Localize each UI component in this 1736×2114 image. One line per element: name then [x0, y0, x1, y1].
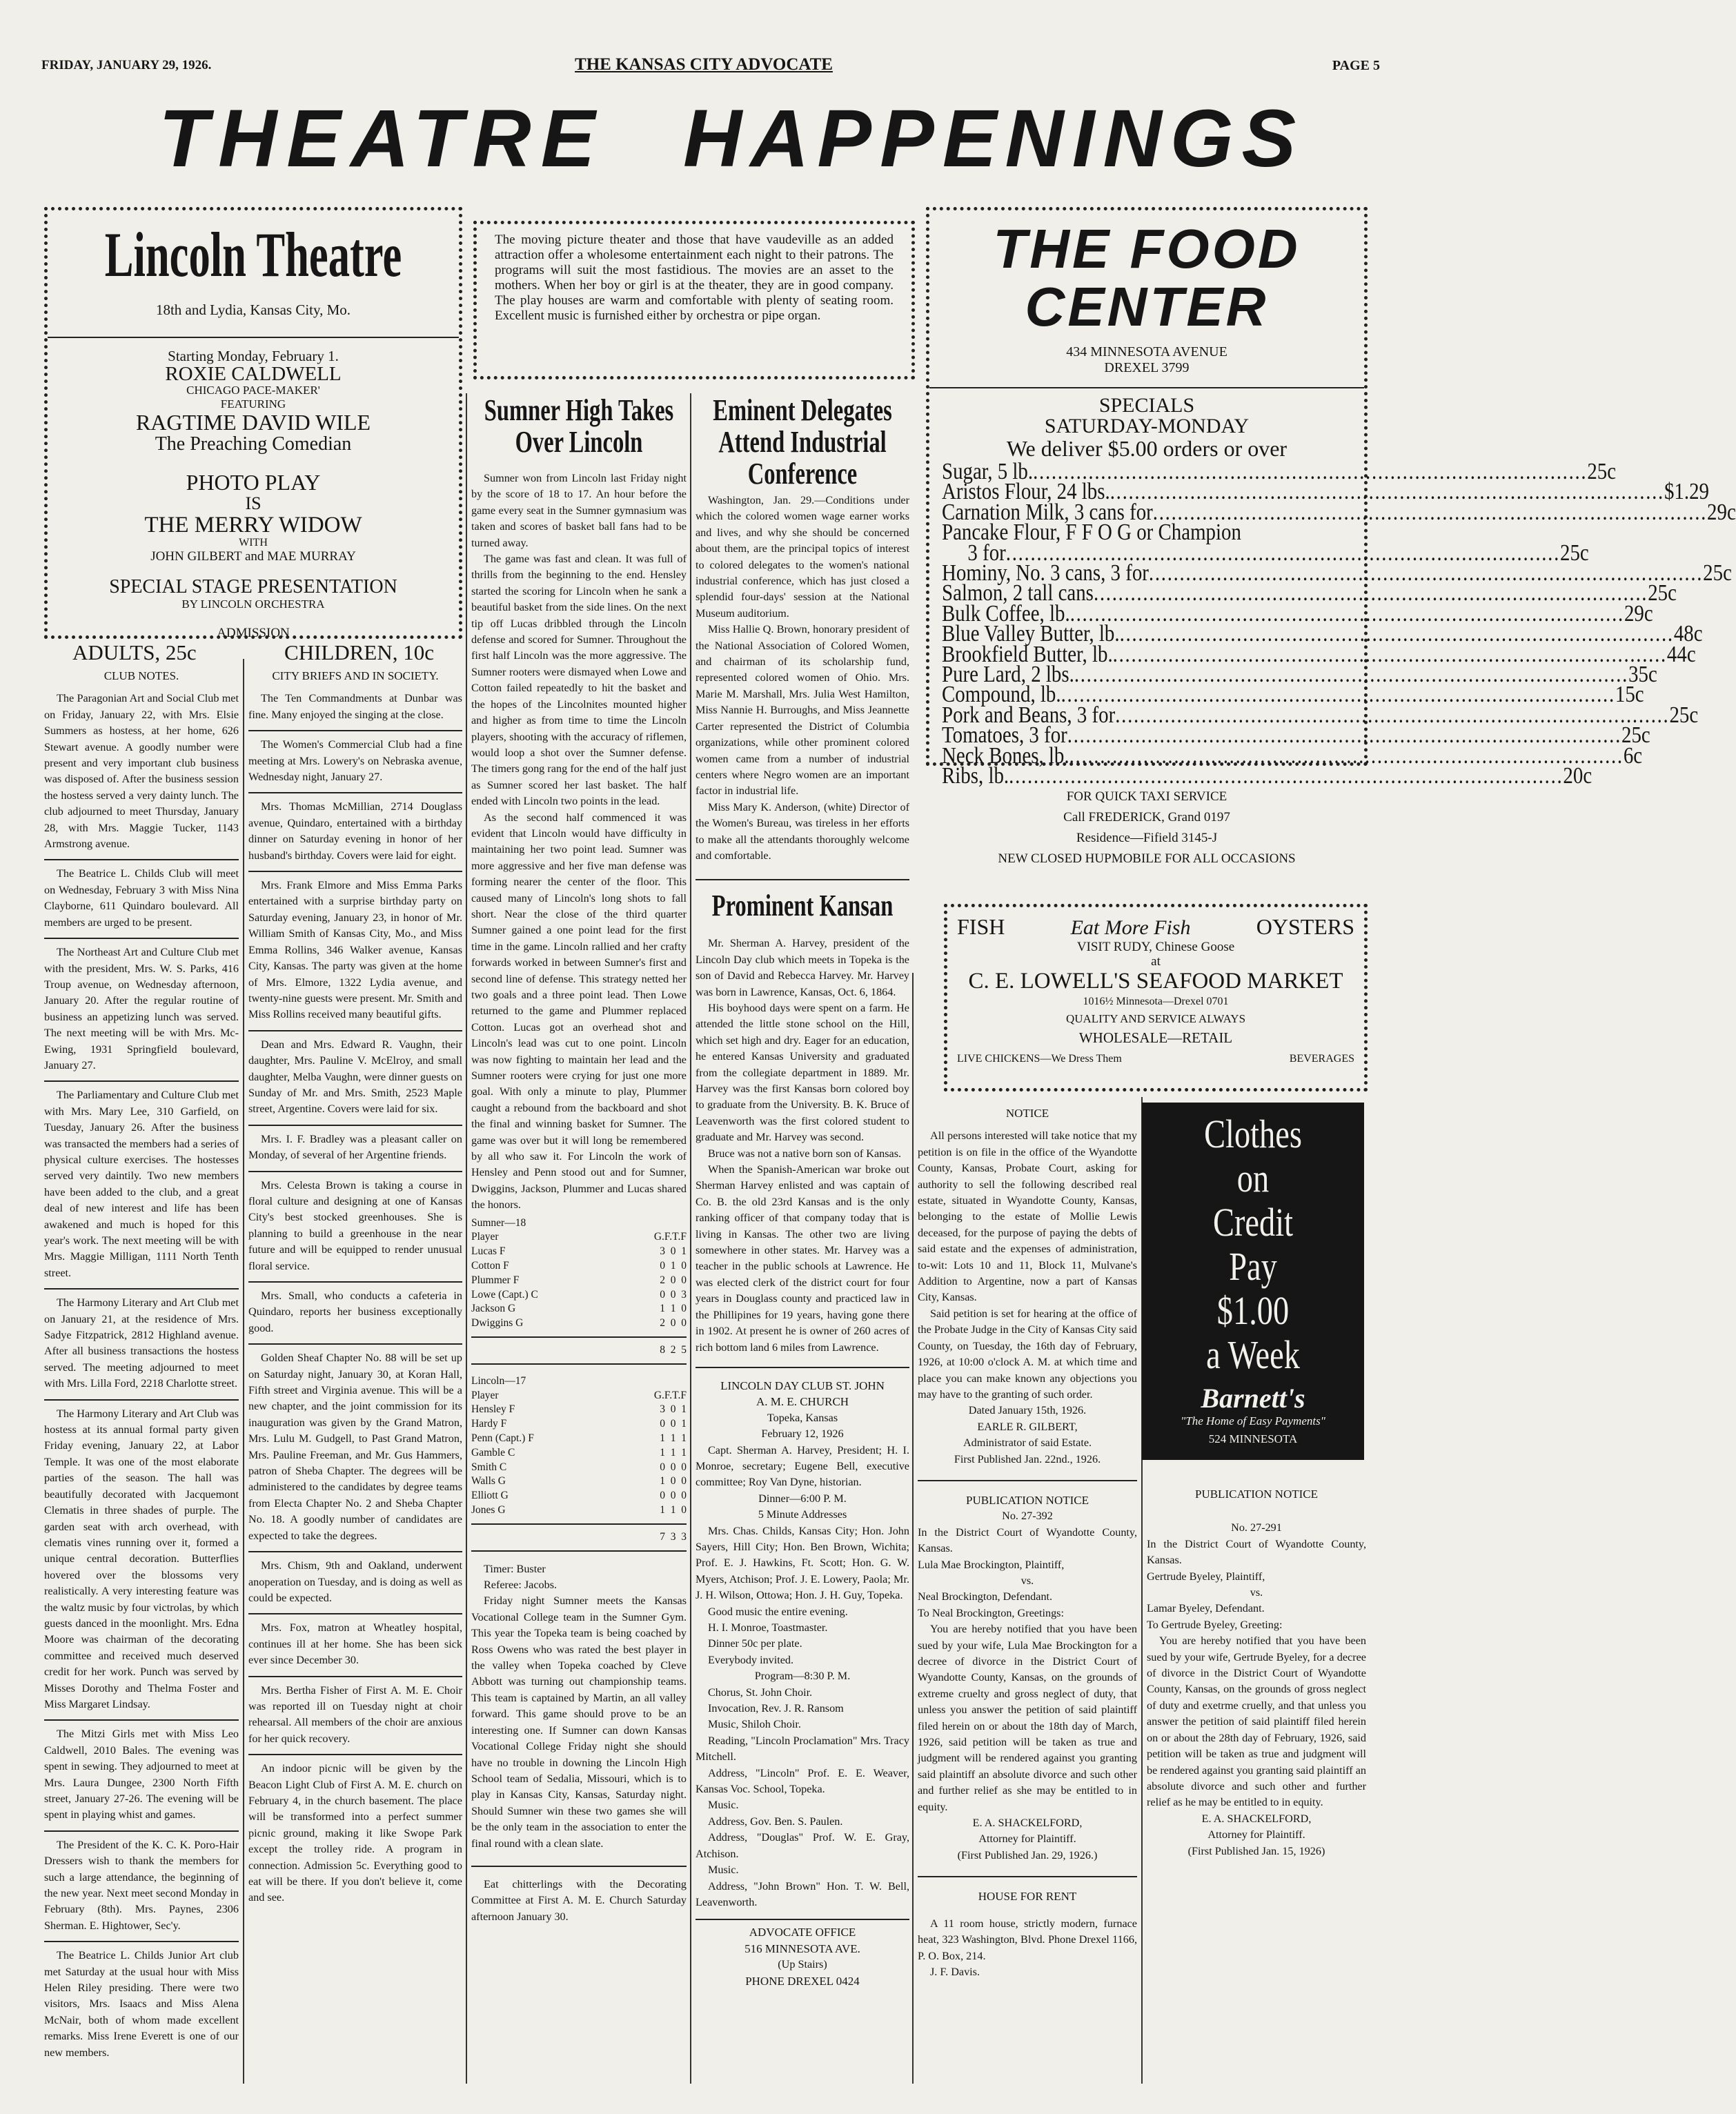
act-two-sub: The Preaching Comedian: [155, 433, 352, 455]
notice-para: All persons interested will take notice that my petition is on file in the office of the Wyandotte County, Kansas, Probate Court, asking for authority to sell the following described real estate, situated in Wyandotte County, Kansas, belonging to the estate of Mollie Lewis deceased, for the purpose of paying the debts of said estate and the expenses of administration, to-wit: Lots 10 and 11, Block 11, Mulvane's Addition to Argentine, now a part of Kansas City, Kansas.: [918, 1129, 1137, 1304]
box-row: Lucas F 3 0 1: [471, 1245, 687, 1258]
delegates-headline-1: Eminent Delegates: [713, 393, 892, 427]
price-item: Pure Lard, 2 lbs. ..... 35c: [942, 664, 1353, 684]
lincoln-day-date: February 12, 1926: [761, 1428, 844, 1441]
pub1-vs: vs.: [1020, 1574, 1034, 1587]
brief: Mrs. Celesta Brown is taking a course in floral culture and designing at one of Kansas City's best stocked greenhouses. She is planning to build a greenhouse in the near future and will be equipped to render unusual floral service.: [248, 1178, 462, 1272]
barnetts-logo: Barnett's: [1201, 1383, 1305, 1414]
notice-para: Said petition is set for hearing at the office of the Probate Judge in the City of Kansas City said County, on Tuesday, the 16th day of February, 1926, at 10:00 o'clock A. M. at which time and place you can make known any objections you may have to the granting of such order.: [918, 1307, 1137, 1401]
box-row: Cotton F 0 1 0: [471, 1260, 687, 1272]
specials-days: SATURDAY-MONDAY: [1044, 415, 1250, 437]
box-row: Jones G 1 1 0: [471, 1504, 687, 1517]
lincoln-day-para: Good music the entire evening.: [708, 1605, 848, 1618]
seafood-fish: FISH: [957, 914, 1005, 939]
intro-box: [473, 221, 915, 379]
pub2-greeting: To Gertrude Byeley, Greeting:: [1147, 1618, 1283, 1631]
food-center-title-1: THE FOOD: [993, 218, 1301, 279]
program-item: Address, Gov. Ben. S. Paulen.: [708, 1815, 843, 1828]
box-header-player: Player: [471, 1231, 499, 1243]
taxi-residence: Residence—Fifield 3145-J: [1076, 831, 1218, 845]
notice-dated: Dated January 15th, 1926.: [968, 1404, 1087, 1417]
food-center-phone: DREXEL 3799: [1104, 360, 1190, 375]
pub2-plaintiff: Gertrude Byeley, Plaintiff,: [1147, 1570, 1265, 1583]
barnetts-tagline: "The Home of Easy Payments": [1181, 1414, 1325, 1428]
lincoln-team: Lincoln—17: [471, 1374, 526, 1387]
club-note: The Paragonian Art and Social Club met on Friday, January 22, with Mrs. Elsie Summers as hostess, at her home, 626 Stewart avenue. A goodly number were present and very important club business was disposed of. After the business session the hostess served a very dainty lunch. The club adjourned to meet Thursday, January 28, with Mrs. Maggie Tucker, 1143 Armstrong avenue.: [44, 692, 239, 851]
brief: Golden Sheaf Chapter No. 88 will be set up on Saturday night, January 30, at Koran Hall, Fifth street and Virginia avenue. This will be a new chapter, and the joint commission for its inauguration was given by the Grand Matron, Mrs. Lulu M. Gudgell, to Past Grand Matron, Mrs. Pauline Freeman, and Mr. Gus Hammers, patron of Sheba Chapter. The degrees will be administered to the candidates by degree teams from Electa Chapter No. 2 and Sheba Chapter No. 18. A goodly number of candidates are expected to take the degrees.: [248, 1352, 462, 1542]
rent-body: A 11 room house, strictly modern, furnace heat, 323 Washington, Blvd. Phone Drexel 1166, P. O. Box, 214.: [918, 1917, 1137, 1962]
price-item: Bulk Coffee, lb. ..... 29c: [942, 604, 1353, 624]
box-row: Hensley F 3 0 1: [471, 1403, 687, 1416]
pub2-body: You are hereby notified that you have been sued by your wife, Gertrude Byeley, for a decree of divorce in the District Court of Wyandotte County, Kansas, on the grounds of gross neglect of duty and exetrme cruelly, and that unless you answer the petition of said plaintiff filed herein on or about the 28th day of February, 1926, said petition will be taken as true and judgment will be rendered against you granting said plaintiff an absolute divorce and such other and further relief as he may be entitled to in equity.: [1147, 1634, 1366, 1809]
lincoln-theatre-address: 18th and Lydia, Kansas City, Mo.: [155, 302, 351, 318]
rule-1: [243, 659, 244, 2084]
club-note: The Harmony Literary and Art Club was hostess at its annual formal party given Friday evening, January 22, at Labor Temple. It was one of the most elaborate parties of the season. The hall was beautifully decorated with Jacquemont Clematis in three shades of purple. The garden seat with arch overhead, with clematis vines running over it, formed a unique central decoration. Butterflies hovered over the blossoms very realistically. A very interesting feature was the waltz music by four victrolas, by which guests danced in the moonlight. Mrs. Edna Moore was chairman of the decorating committee and received much deserved credit for her work. Punch was served by Misses Dorothy and Thelma Foster and Miss Margaret Lindsay.: [44, 1407, 239, 1710]
intro-text: The moving picture theater and those that have vaudeville as an added attraction offer a wholesome entertainment each night to their patrons. The programs will suit the most fastidious. The movies are an asset to the mothers. When her boy or girl is at the theater, they are in good company. The play houses are warm and comfortable with plenty of seating room. Excellent music is furnished either by orchestra or pipe organ.: [495, 233, 894, 323]
box-row: Plummer F 2 0 0: [471, 1274, 687, 1286]
pub1-defendant: Neal Brockington, Defendant.: [918, 1590, 1053, 1603]
lincoln-day-para: H. I. Monroe, Toastmaster.: [708, 1621, 828, 1634]
delegates-column: [696, 395, 909, 2078]
sumner-team: Sumner—18: [471, 1216, 526, 1229]
delegates-headline-2: Attend Industrial: [718, 425, 887, 459]
price-item: Compound, lb. ..... 15c: [942, 684, 1353, 704]
club-note: The Beatrice L. Childs Club will meet on Wednesday, February 3 with Miss Nina Clayborne, 611 Quindaro boulevard. All members are urged to be present.: [44, 867, 239, 929]
box-row: Penn (Capt.) F 1 1 1: [471, 1432, 687, 1445]
notice-role: Administrator of said Estate.: [963, 1436, 1092, 1450]
barnetts-address: 524 MINNESOTA: [1208, 1432, 1298, 1445]
headliner-sub: CHICAGO PACE-MAKER': [186, 384, 320, 397]
box-row: Elliott G 0 0 0: [471, 1490, 687, 1502]
seafood-name: C. E. LOWELL'S SEAFOOD MARKET: [968, 969, 1343, 994]
pub2-number: No. 27-291: [1231, 1521, 1282, 1534]
sumner-headline-2: Over Lincoln: [515, 425, 643, 459]
price-item: Ribs, lb. ..... 20c: [942, 766, 1353, 786]
club-note: The Northeast Art and Culture Club met with the president, Mrs. W. S. Parks, 416 Troup avenue, on Wednesday afternoon, January 20. After the regular routine of business an appetizing lunch was served. The next meeting will be with Mrs. Mc-Ewing, 1931 Springfield boulevard, January 27.: [44, 946, 239, 1071]
seafood-address: 1016½ Minnesota—Drexel 0701: [1083, 996, 1229, 1007]
lincoln-day-head-2: A. M. E. CHURCH: [756, 1395, 849, 1409]
pub2-heading: PUBLICATION NOTICE: [1194, 1488, 1319, 1501]
advocate-upstairs: (Up Stairs): [778, 1958, 827, 1971]
price-item: Tomatoes, 3 for ..... 25c: [942, 725, 1353, 745]
masthead-date: FRIDAY, JANUARY 29, 1926.: [41, 58, 212, 72]
notice-name: EARLE R. GILBERT,: [977, 1420, 1078, 1433]
referee: Referee: Jacobs.: [484, 1579, 558, 1592]
pub1-heading: PUBLICATION NOTICE: [965, 1493, 1089, 1507]
prominent-headline: Prominent Kansan: [711, 889, 894, 923]
lincoln-day-place: Topeka, Kansas: [767, 1411, 838, 1424]
rule-2: [466, 393, 467, 2084]
photo-stars: JOHN GILBERT and MAE MURRAY: [150, 549, 356, 564]
seafood-visit: VISIT RUDY, Chinese Goose: [1076, 940, 1235, 954]
food-center-title-2: CENTER: [1025, 276, 1269, 337]
food-center-ad: [926, 207, 1736, 789]
featuring: FEATURING: [220, 397, 286, 411]
prominent-para: Mr. Sherman A. Harvey, president of the Lincoln Day club which meets in Topeka is the son of David and Rebecca Harvey. Mr. Harvey was born in Lawrence, Kansas, Oct. 6, 1864.: [696, 937, 909, 998]
price-item: Salmon, 2 tall cans ..... 25c: [942, 583, 1353, 603]
pub2-attorney: E. A. SHACKELFORD,: [1201, 1812, 1312, 1825]
adults-price: ADULTS, 25c: [72, 640, 197, 664]
lincoln-day-para: Everybody invited.: [708, 1653, 794, 1666]
lincoln-total: 7 3 3: [660, 1530, 687, 1543]
brief: The Ten Commandments at Dunbar was fine. Many enjoyed the singing at the close.: [248, 692, 462, 721]
price-item: 3 for ..... 25c: [942, 543, 1379, 563]
program-item: Chorus, St. John Choir.: [708, 1686, 813, 1699]
brief: Mrs. Chism, 9th and Oakland, underwent anoperation on Tuesday, and is doing as well as could be expected.: [248, 1559, 462, 1604]
lincoln-theatre-title: Lincoln Theatre: [104, 219, 402, 290]
admission: ADMISSION: [217, 626, 290, 640]
brief: An indoor picnic will be given by the Beacon Light Club of First A. M. E. church on February 4, in the church basement. The place will be transformed into a perfect summer picnic ground, making it like Swope Park except the trolley ride. A program in connection. Admission 5c. Everything good to eat will be there. If you don't believe it, come and see.: [248, 1762, 462, 1904]
taxi-call: Call FREDERICK, Grand 0197: [1063, 810, 1230, 824]
club-notes-heading: CLUB NOTES.: [103, 669, 179, 682]
barnetts-ad: [1142, 1103, 1364, 1460]
sumner-headline-1: Sumner High Takes: [484, 393, 674, 427]
club-note: The Beatrice L. Childs Junior Art club met Saturday at the usual hour with Miss Helen Riley presiding. There were two visitors, Mrs. Isaacs and Miss Alena McNair, both of whom made excellent remarks. Miss Irene Everett is one of our new members.: [44, 1949, 239, 2059]
advocate-phone: PHONE DREXEL 0424: [745, 1974, 860, 1988]
pub1-body: You are hereby notified that you have been sued by your wife, Lula Mae Brockington for a decree of divorce in the District Court of Wyandotte County, Kansas, on the grounds of extreme cruelty and gross neglect of duty, that unless you answer the petition of said plaintiff filed herein on or about the 18th day of March, 1926, said petition will be taken as true and judgment will be rendered against you granting said plaintiff an absolute divorce and such other and further relief as she may be entitled to in equity.: [918, 1623, 1137, 1813]
price-item: Neck Bones, lb. ..... 6c: [942, 746, 1353, 766]
delegates-headline-3: Conference: [747, 457, 858, 491]
brief: Mrs. I. F. Bradley was a pleasant caller on Monday, of several of her Argentine friends.: [248, 1132, 462, 1162]
pub2-court: In the District Court of Wyandotte County, Kansas.: [1147, 1537, 1366, 1567]
seafood-beverages: BEVERAGES: [1289, 1053, 1354, 1065]
brief: Mrs. Bertha Fisher of First A. M. E. Choir was reported ill on Tuesday night at choir rehearsal. All members of the choir are anxious for her quick recovery.: [248, 1683, 462, 1745]
seafood-at: at: [1151, 954, 1161, 969]
price-item: Pancake Flour, F F O G or Champion: [942, 520, 1241, 546]
sumner-para: Sumner won from Lincoln last Friday night by the score of 18 to 17. An hour before the game every seat in the Sumner gymnasium was taken and scores of basket ball fans had to be turned away.: [471, 472, 687, 549]
sumner-total: 8 2 5: [660, 1344, 687, 1356]
box-row: Gamble C 1 1 1: [471, 1446, 687, 1459]
lincoln-theatre-ad: [44, 207, 462, 664]
special-stage: SPECIAL STAGE PRESENTATION: [109, 576, 397, 597]
price-item: Aristos Flour, 24 lbs. ..... $1.29: [942, 482, 1353, 502]
pub2-published: (First Published Jan. 15, 1926): [1187, 1844, 1325, 1857]
brief: Mrs. Small, who conducts a cafeteria in Quindaro, reports her business exceptionally good.: [248, 1290, 462, 1334]
taxi-head: FOR QUICK TAXI SERVICE: [1066, 789, 1227, 804]
seafood-eat: Eat More Fish: [1070, 916, 1191, 939]
lincoln-day-program: Program—8:30 P. M.: [754, 1670, 851, 1683]
notices-column: [918, 1105, 1137, 2078]
sumner-para: As the second half commenced it was evident that Lincoln would have difficulty in maintaining her two point lead. Sumner was more aggressive and her five man defense was forming nearer the center of the floor. This caused many of Lincoln's long shots to fall short. Near the close of the third quarter Sumner gained a one point lead for the first time in the game. Lincoln rallied and her crafty forwards worked in between Sumner's first and second line of defense. This strategy netted her two goals and a three point lead. Then Lowe returned to the game and Plummer replaced Cotton. Lucas got an overhead shot and Lincoln's lead was cut to one point. Lincoln was now fighting to maintain her lead and the Sumner rooters were crying for just one more goal. With only a minute to play, Plummer caught a rebound from the backboard and shot the final and winning basket for Sumner. The game was over but it will long be remembered by all who saw it. For Lincoln the work of Hensley and Penn stood out and for Sumner, Dwiggins, Jackson, Plummer and Lucas shared the honors.: [471, 811, 687, 1212]
seafood-quality: QUALITY AND SERVICE ALWAYS: [1065, 1012, 1246, 1025]
box-row: Walls G 1 0 0: [471, 1475, 687, 1488]
box-header-player: Player: [471, 1389, 499, 1401]
city-briefs-column: [248, 664, 462, 2078]
pub2-role: Attorney for Plaintiff.: [1207, 1828, 1305, 1841]
orchestra: BY LINCOLN ORCHESTRA: [181, 597, 325, 611]
pub1-attorney: E. A. SHACKELFORD,: [972, 1817, 1083, 1830]
price-item: Carnation Milk, 3 cans for ..... 29c: [942, 502, 1353, 522]
sumner-para: The game was fast and clean. It was full of thrills from the beginning to the end. Hensley started the scoring for Lincoln when he sank a beautiful basket from the side lines. On the next tip off Lucas dribbled through the Lincoln defense and scored for Sumner. Throughout the first half Lincoln was the more aggressive. The Sumner rooters were dismayed when Lowe and Cotton failed repeatedly to hit the basket and the hopes of the Lincolnites mounted higher and higher as from time to time the Lincoln players, shooting with the accuracy of riflemen, would loop a shot over the Sumner defense. The timers gong rang for the end of the half just as Sumner scored her last basket. The half ended with Lincoln two points in the lead.: [471, 553, 687, 808]
food-center-address: 434 MINNESOTA AVENUE: [1066, 344, 1227, 359]
rule-4: [912, 973, 914, 2084]
advocate-address: 516 MINNESOTA AVE.: [744, 1942, 860, 1955]
price-list: [942, 459, 1736, 789]
rent-heading: HOUSE FOR RENT: [978, 1890, 1077, 1904]
lincoln-day-addresses: 5 Minute Addresses: [758, 1508, 847, 1521]
club-note: The Harmony Literary and Art Club met on January 21, at the residence of Mrs. Sadye Fitzpatrick, 2812 Highland avenue. After all business transactions the hostess served. The meeting adjourned to meet with Mrs. Lilla Ford, 2218 Charlotte street.: [44, 1296, 239, 1390]
pub2-defendant: Lamar Byeley, Defendant.: [1147, 1602, 1265, 1615]
taxi-ad: [926, 787, 1368, 883]
timer: Timer: Buster: [484, 1562, 546, 1575]
sumner-column: [471, 395, 687, 2078]
lincoln-day-para: Capt. Sherman A. Harvey, President; H. I. Monroe, secretary; Eugene Bell, executive committee; Roy Van Dyne, historian.: [696, 1443, 909, 1489]
photo-title: THE MERRY WIDOW: [144, 513, 362, 537]
delegates-para: Miss Mary K. Anderson, (white) Director of the Women's Bureau, was tireless in her efforts to make all the attendants thoroughly welcome and comfortable.: [696, 800, 909, 862]
starting-date: Starting Monday, February 1.: [168, 348, 339, 364]
children-price: CHILDREN, 10c: [284, 640, 434, 664]
prominent-para: When the Spanish-American war broke out Sherman Harvey enlisted and was captain of Co. B. the old 23rd Kansas and is the only ranking officer of that company today that is living in Kansas. The other two are living somewhere in other states. Mr. Harvey was a teacher in the public schools at Lawrence. He was elected clerk of the district court for four years in Douglass county and practiced law in the Phillipines for 19 years, having gone there in 1902. At present he is owner of 260 acres of rich bottom land 6 miles from Lawrence.: [696, 1163, 909, 1354]
notice-heading: NOTICE: [1005, 1107, 1049, 1120]
barnetts-on: on: [1236, 1156, 1270, 1201]
program-item: Address, "John Brown" Hon. T. W. Bell, Leavenworth.: [696, 1879, 909, 1908]
program-item: Address, "Douglas" Prof. W. E. Gray, Atchison.: [696, 1831, 909, 1860]
delegates-para: Washington, Jan. 29.—Conditions under which the colored women wage earner works and lives, and why she should be concerned about them, are the principal topics of interest to colored delegates to the women's national industrial conference, which has just closed a splendid four-days' session at the National Museum auditorium.: [696, 494, 909, 620]
prominent-para: Bruce was not a native born son of Kansas.: [708, 1147, 902, 1160]
sumner-after: Eat chitterlings with the Decorating Committee at First A. M. E. Church Saturday afternoon January 30.: [471, 1877, 687, 1923]
pub2-vs: vs.: [1250, 1586, 1263, 1599]
seafood-oysters: OYSTERS: [1256, 914, 1354, 939]
program-item: Invocation, Rev. J. R. Ransom: [708, 1702, 844, 1715]
price-item: Sugar, 5 lb. ..... 25c: [942, 462, 1353, 482]
box-header-stats: G.F.T.F: [653, 1389, 687, 1401]
club-note: The President of the K. C. K. Poro-Hair Dressers wish to thank the members for such a large attendance, the beginning of the new year. Next meet second Monday in February (8th). Mrs. Paynes, 2306 Sherman. E. Hightower, Sec'y.: [44, 1838, 239, 1932]
box-row: Dwiggins G 2 0 0: [471, 1317, 687, 1330]
taxi-car: NEW CLOSED HUPMOBILE FOR ALL OCCASIONS: [998, 851, 1296, 866]
price-item: Hominy, No. 3 cans, 3 for ..... 25c: [942, 563, 1353, 583]
club-note: The Parliamentary and Culture Club met with Mrs. Mary Lee, 310 Garfield, on Tuesday, January 26. After the business was transacted the members had a series of physical culture exercises. The hostesses served very daintily. Two new members have been added to the club, and a great deal of new interest and life has been awakened and much is hoped for this year's work. The next meeting will be with Mrs. Maggie Milligan, 1111 North Tenth street.: [44, 1089, 239, 1279]
barnetts-credit: Credit: [1213, 1200, 1293, 1245]
headliner: ROXIE CALDWELL: [165, 363, 342, 385]
box-row: Jackson G 1 1 0: [471, 1303, 687, 1315]
barnetts-clothes: Clothes: [1204, 1112, 1302, 1156]
specials: SPECIALS: [1098, 394, 1195, 417]
sumner-box-score: [471, 1216, 687, 1552]
program-item: Reading, "Lincoln Proclamation" Mrs. Tracy Mitchell.: [696, 1734, 909, 1764]
banner-theatre: THEATRE: [159, 93, 605, 184]
box-header-stats: G.F.T.F: [653, 1231, 687, 1243]
photo-play: PHOTO PLAY: [186, 470, 321, 495]
rule-3: [690, 393, 691, 2084]
notice-published: First Published Jan. 22nd., 1926.: [954, 1452, 1101, 1465]
photo-is: IS: [245, 493, 262, 513]
price-item: Blue Valley Butter, lb. ..... 48c: [942, 624, 1353, 644]
program-item: Address, "Lincoln" Prof. E. E. Weaver, Kansas Voc. School, Topeka.: [696, 1766, 909, 1796]
pub1-court: In the District Court of Wyandotte County, Kansas.: [918, 1525, 1137, 1555]
banner-happenings: HAPPENINGS: [683, 93, 1305, 184]
program-item: Music.: [708, 1799, 739, 1812]
club-note: The Mitzi Girls met with Miss Leo Caldwell, 2010 Bales. The evening was spent in sewing. They adjourned to meet at Mrs. Laura Dungee, 2300 North Fifth street, January 27-26. The evening will be spent in playing whist and games.: [44, 1728, 239, 1821]
brief: Mrs. Fox, matron at Wheatley hospital, continues ill at her home. She has been sick ever since December 30.: [248, 1621, 462, 1667]
seafood-ad: [944, 904, 1368, 1091]
act-two: RAGTIME DAVID WILE: [135, 410, 371, 435]
box-row: Lowe (Capt.) C 0 0 3: [471, 1288, 687, 1301]
seafood-live: LIVE CHICKENS—We Dress Them: [957, 1053, 1122, 1065]
price-item: Brookfield Butter, lb. ..... 44c: [942, 644, 1353, 664]
barnetts-price: $1.00: [1216, 1288, 1290, 1333]
rent-signature: J. F. Davis.: [930, 1965, 980, 1978]
price-item: Pork and Beans, 3 for ..... 25c: [942, 705, 1353, 725]
advocate-office: ADVOCATE OFFICE: [749, 1926, 856, 1939]
delegates-para: Miss Hallie Q. Brown, honorary president of the National Association of Colored Women, and chairman of its scholarship fund, represented colored women of Ohio. Mrs. Marie M. Marshall, Mrs. Julia West Hamilton, Miss Nannie H. Burroughs, and Miss Jeannette Carter represented the District of Columbia organizations, while other prominent colored women came from a number of industrial centers where Negro women are an important factor in industrial life.: [696, 623, 909, 798]
pub1-greeting: To Neal Brockington, Greetings:: [918, 1606, 1064, 1619]
program-item: Music.: [708, 1864, 739, 1877]
lincoln-day-dinner: Dinner—6:00 P. M.: [758, 1492, 847, 1505]
brief: Mrs. Frank Elmore and Miss Emma Parks entertained with a surprise birthday party on Saturday evening, January 23, in honor of Mr. William Smith of Kansas City, Mo., and Miss Emma Rollins, 346 Walker avenue, Kansas City, Kansas. The party was given at the home of Mrs. Elmore, 1322 Lydia avenue, and twenty-nine guests were present. Mr. Smith and Miss Rollins received many beautiful gifts.: [248, 879, 462, 1021]
sumner-after: Friday night Sumner meets the Kansas Vocational College team in the Sumner Gym. This year the Topeka team is being coached by Ross Owens who was rated the best player in the valley when Topeka coached by Cleve Abbott was turning out championship teams. This team is captained by Martin, an all valley forward. This game should prove to be an interesting one. If Sumner can down Kansas Vocational College Friday night she should have no trouble in downing the Lincoln High School team of Sedalia, Missouri, which is to play in Kansas City, Kansas, Saturday night. Should Sumner win these two games she will be the only team in the association to enter the final round with a clean slate.: [471, 1594, 687, 1850]
lincoln-day-para: Mrs. Chas. Childs, Kansas City; Hon. John Sayers, Hill City; Hon. Ben Brown, Wichita; Prof. E. J. Hawkins, Ft. Scott; Hon. G. W. Myers, Atchison; Prof. J. E. Lowery, Paola; Mr. J. H. Wilson, Ottowa; Hon. J. H. Guy, Topeka.: [696, 1524, 909, 1602]
pub2-column: [1147, 1481, 1366, 2078]
city-briefs-heading: CITY BRIEFS AND IN SOCIETY.: [272, 669, 439, 682]
seafood-wholesale: WHOLESALE—RETAIL: [1078, 1029, 1233, 1046]
club-notes-column: [44, 664, 239, 2078]
lincoln-day-head-1: LINCOLN DAY CLUB ST. JOHN: [720, 1379, 885, 1392]
brief: The Women's Commercial Club had a fine meeting at Mrs. Lowery's on Nebraska avenue, Wednesday night, January 27.: [248, 738, 462, 784]
delivery-note: We deliver $5.00 orders or over: [1006, 436, 1288, 461]
barnetts-week: a Week: [1206, 1332, 1300, 1377]
masthead-newspaper: THE KANSAS CITY ADVOCATE: [575, 55, 833, 74]
program-item: Music, Shiloh Choir.: [708, 1718, 801, 1731]
box-row: Smith C 0 0 0: [471, 1461, 687, 1473]
pub1-published: (First Published Jan. 29, 1926.): [957, 1848, 1098, 1861]
lincoln-day-para: Dinner 50c per plate.: [708, 1637, 802, 1650]
pub1-number: No. 27-392: [1002, 1510, 1053, 1523]
photo-with: WITH: [239, 537, 268, 549]
pub1-plaintiff: Lula Mae Brockington, Plaintiff,: [918, 1558, 1065, 1571]
barnetts-pay: Pay: [1229, 1244, 1277, 1289]
pub1-role: Attorney for Plaintiff.: [978, 1833, 1076, 1846]
brief: Mrs. Thomas McMillian, 2714 Douglass avenue, Quindaro, entertained with a birthday dinner on Saturday evening in honor of her husband's birthday. Covers were laid for eight.: [248, 800, 462, 862]
brief: Dean and Mrs. Edward R. Vaughn, their daughter, Mrs. Pauline V. McElroy, and small daughter, Melba Vaughn, were dinner guests on Sunday of Mr. and Mrs. Smith, 2523 Maple street, Argentine. Covers were laid for six.: [248, 1038, 462, 1116]
masthead-page: PAGE 5: [1332, 58, 1380, 73]
prominent-para: His boyhood days were spent on a farm. He attended the little stone school on the Hill, which set high and dry. Eager for an education, he entered Kansas University and graduated from the collegiate department in 1889. Mr. Harvey was the first Kansas born colored boy to graduate from the University. B. K. Bruce of Leavenworth was the first colored student to graduate and Mr. Harvey was second.: [696, 1001, 909, 1144]
box-row: Hardy F 0 0 1: [471, 1418, 687, 1430]
